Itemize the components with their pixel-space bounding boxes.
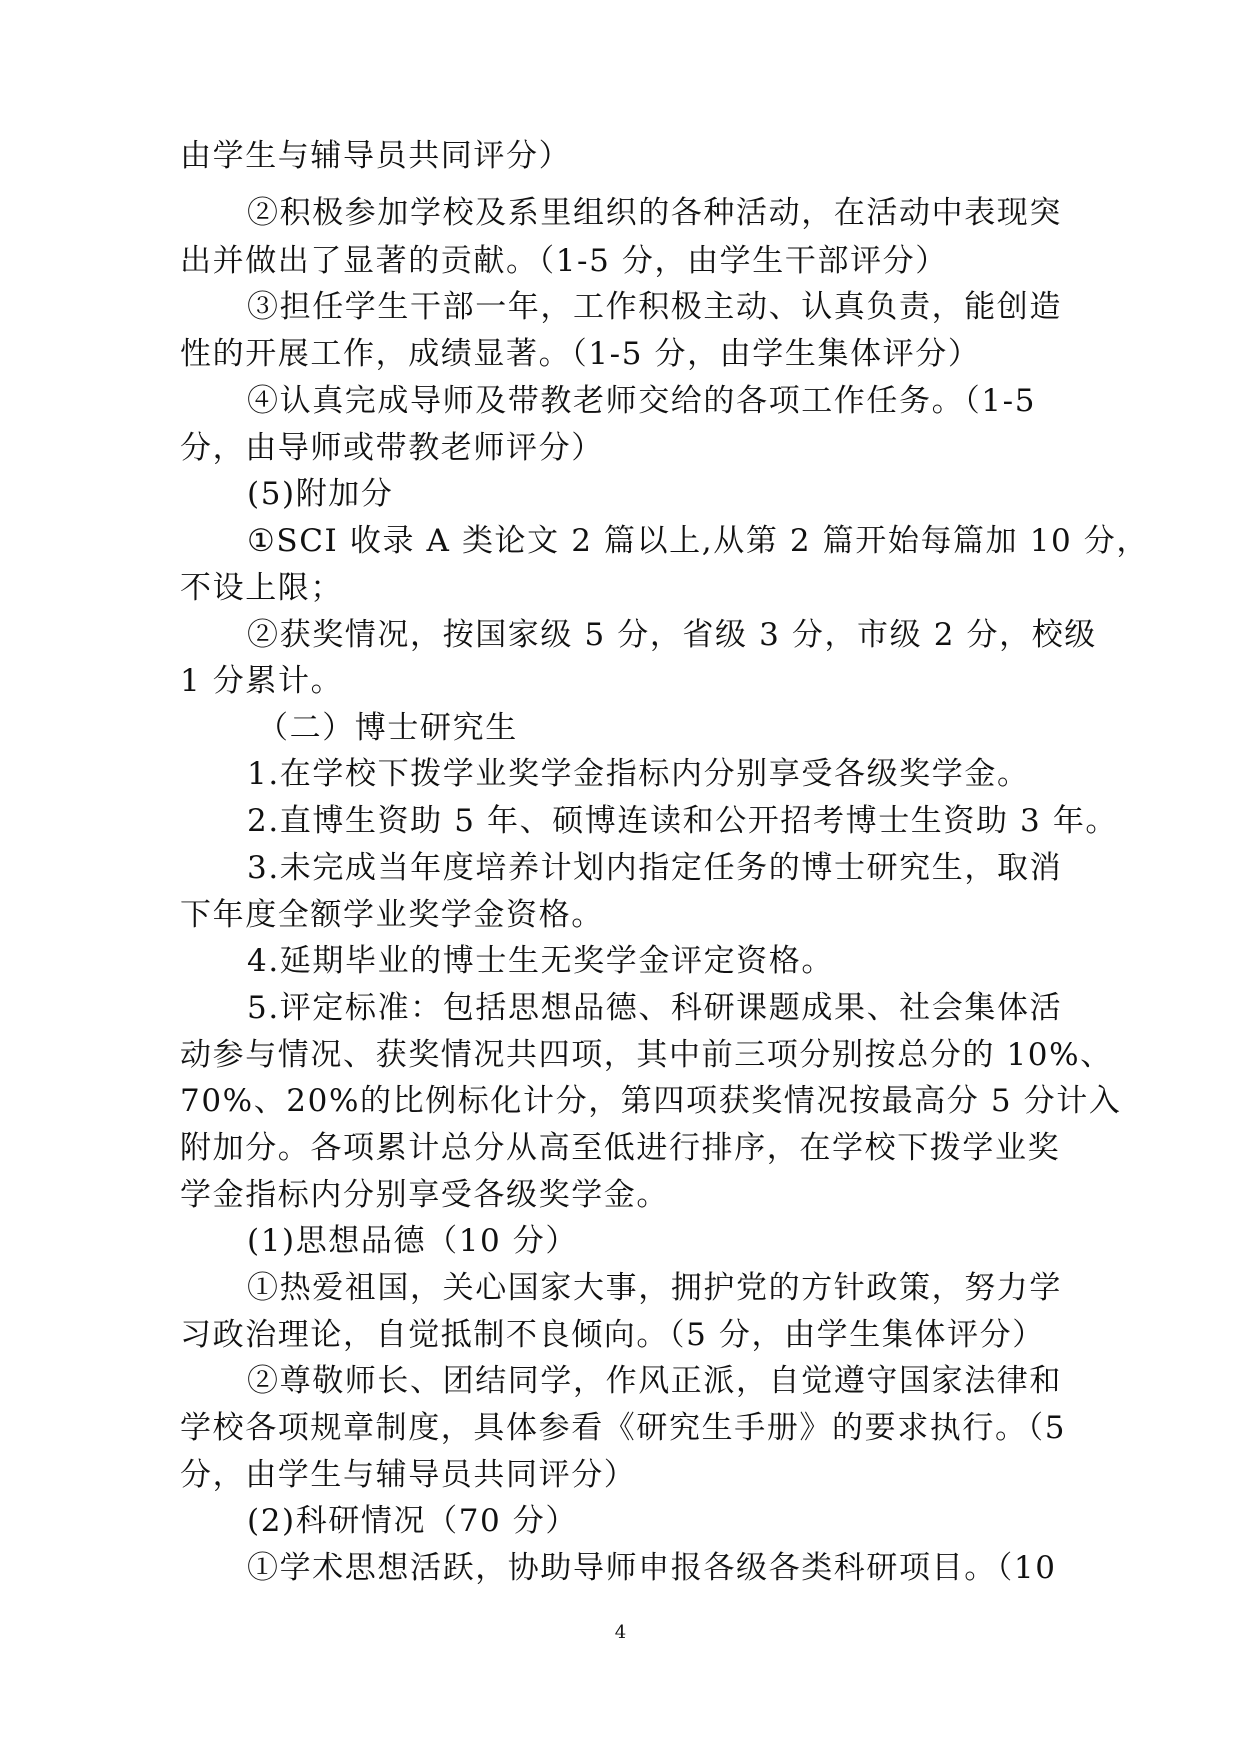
text-line: 出并做出了显著的贡献。（1-5 分，由学生干部评分）	[180, 243, 948, 279]
text-line: 由学生与辅导员共同评分）	[180, 138, 572, 174]
text-line: 4.延期毕业的博士生无奖学金评定资格。	[247, 943, 834, 979]
text-line: ②尊敬师长、团结同学，作风正派，自觉遵守国家法律和	[247, 1363, 1062, 1399]
text-line: 下年度全额学业奖学金资格。	[180, 897, 604, 933]
text-line: 分，由导师或带教老师评分）	[180, 430, 604, 466]
text-line: ①热爱祖国，关心国家大事，拥护党的方针政策，努力学	[247, 1270, 1062, 1306]
text-line: 3.未完成当年度培养计划内指定任务的博士研究生，取消	[247, 850, 1063, 886]
text-line: 附加分。各项累计总分从高至低进行排序，在学校下拨学业奖	[180, 1130, 1061, 1166]
text-line: ①SCI 收录 A 类论文 2 篇以上,从第 2 篇开始每篇加 10 分，	[247, 523, 1150, 559]
text-line: 学校各项规章制度，具体参看《研究生手册》的要求执行。（5	[180, 1410, 1067, 1446]
text-line: 习政治理论，自觉抵制不良倾向。（5 分，由学生集体评分）	[180, 1317, 1045, 1353]
text-line: 学金指标内分别享受各级奖学金。	[180, 1177, 669, 1213]
text-line: ②获奖情况，按国家级 5 分，省级 3 分，市级 2 分，校级	[247, 617, 1097, 653]
text-line: 1.在学校下拨学业奖学金指标内分别享受各级奖学金。	[247, 756, 1030, 792]
text-line: 分，由学生与辅导员共同评分）	[180, 1457, 637, 1493]
text-line: (2)科研情况（70 分）	[247, 1503, 579, 1539]
text-line: (1)思想品德（10 分）	[247, 1223, 579, 1259]
section-heading: （二）博士研究生	[257, 710, 518, 746]
text-line: 1 分累计。	[180, 663, 344, 699]
text-line: 70%、20%的比例标化计分，第四项获奖情况按最高分 5 分计入	[180, 1083, 1122, 1119]
text-line: 性的开展工作，成绩显著。（1-5 分，由学生集体评分）	[180, 336, 981, 372]
text-line: ①学术思想活跃，协助导师申报各级各类科研项目。（10	[247, 1550, 1057, 1586]
text-line: ③担任学生干部一年，工作积极主动、认真负责，能创造	[247, 289, 1062, 325]
text-line: ④认真完成导师及带教老师交给的各项工作任务。（1-5	[247, 383, 1037, 419]
text-line: ②积极参加学校及系里组织的各种活动，在活动中表现突	[247, 195, 1062, 231]
page-number: 4	[614, 1622, 627, 1643]
text-line: 动参与情况、获奖情况共四项，其中前三项分别按总分的 10%、	[180, 1037, 1113, 1073]
text-line: 不设上限；	[180, 570, 343, 606]
text-line: 2.直博生资助 5 年、硕博连读和公开招考博士生资助 3 年。	[247, 803, 1119, 839]
text-line: 5.评定标准：包括思想品德、科研课题成果、社会集体活	[247, 990, 1063, 1026]
text-line: (5)附加分	[247, 476, 394, 512]
